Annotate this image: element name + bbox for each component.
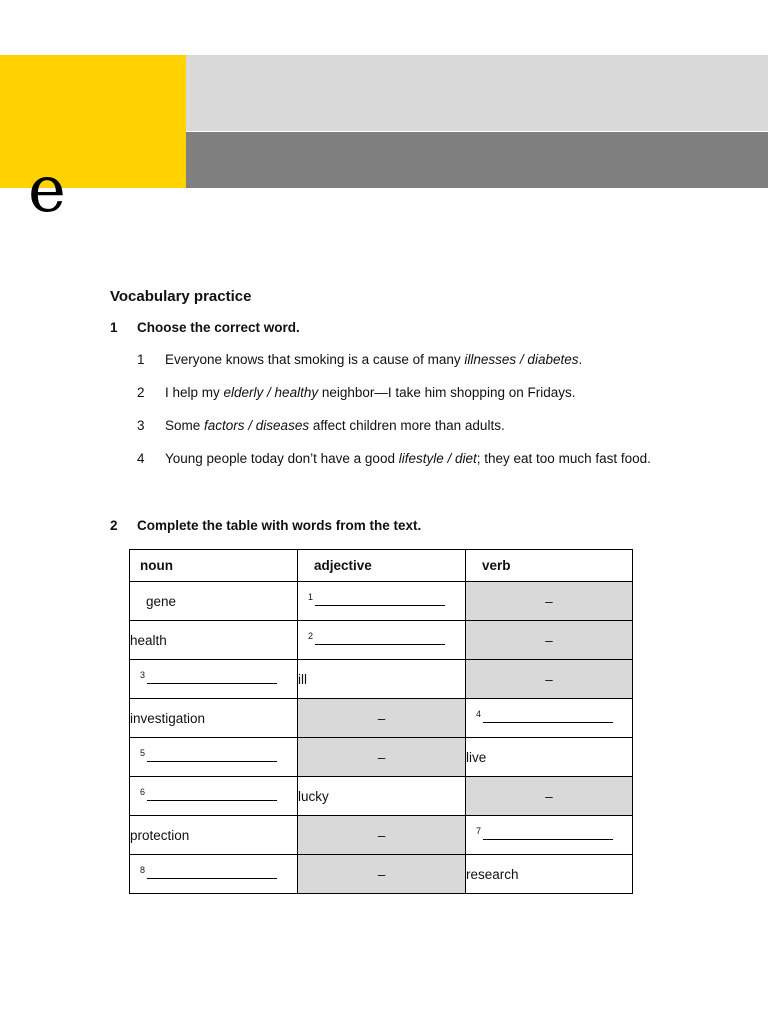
word-cell: health xyxy=(130,621,298,660)
list-item xyxy=(137,383,657,403)
empty-cell: – xyxy=(466,777,633,816)
empty-cell: – xyxy=(466,582,633,621)
word-cell: protection xyxy=(130,816,298,855)
exercise-2-number: 2 xyxy=(110,518,118,533)
gap-cell[interactable]: 6 xyxy=(130,777,298,816)
item-text: Young people today don’t have a good lifestyle / diet; they eat too much fast food. xyxy=(165,451,651,466)
gap-cell[interactable]: 5 xyxy=(130,738,298,777)
exercise-1-number: 1 xyxy=(110,320,118,335)
answer-line[interactable] xyxy=(483,838,613,840)
word-choice[interactable]: factors / diseases xyxy=(204,418,310,433)
gap-cell[interactable]: 3 xyxy=(130,660,298,699)
table-row xyxy=(130,777,633,816)
table-row xyxy=(130,582,633,621)
exercise-1-list xyxy=(137,350,657,482)
word-choice[interactable]: elderly / healthy xyxy=(223,385,319,400)
exercise-1-heading xyxy=(110,320,300,335)
gap-cell[interactable]: 7 xyxy=(466,816,633,855)
answer-line[interactable] xyxy=(483,721,613,723)
answer-line[interactable] xyxy=(147,682,277,684)
answer-line[interactable] xyxy=(315,604,445,606)
item-text: Some factors / diseases affect children more than adults. xyxy=(165,418,505,433)
item-number: 4 xyxy=(137,451,145,466)
table-row xyxy=(130,660,633,699)
word-forms-table xyxy=(129,549,633,894)
item-number: 1 xyxy=(137,352,145,367)
exercise-1-instruction: Choose the correct word. xyxy=(137,320,300,335)
answer-line[interactable] xyxy=(147,799,277,801)
word-cell: gene xyxy=(130,582,298,621)
word-choice[interactable]: illnesses / diabetes xyxy=(464,352,579,367)
answer-line[interactable] xyxy=(147,877,277,879)
word-cell: research xyxy=(466,855,633,894)
list-item xyxy=(137,449,657,469)
table-row xyxy=(130,621,633,660)
answer-line[interactable] xyxy=(315,643,445,645)
exercise-2-instruction: Complete the table with words from the text. xyxy=(137,518,422,533)
gap-cell[interactable]: 8 xyxy=(130,855,298,894)
word-choice[interactable]: lifestyle / diet xyxy=(398,451,477,466)
table-row xyxy=(130,738,633,777)
gap-cell[interactable]: 4 xyxy=(466,699,633,738)
exercise-2-heading xyxy=(110,518,421,533)
empty-cell: – xyxy=(298,738,466,777)
table-header-row xyxy=(130,550,633,582)
empty-cell: – xyxy=(298,816,466,855)
word-cell: investigation xyxy=(130,699,298,738)
item-text: Everyone knows that smoking is a cause of many illnesses / diabetes. xyxy=(165,352,583,367)
item-number: 3 xyxy=(137,418,145,433)
table-row xyxy=(130,816,633,855)
header-noun: noun xyxy=(130,550,298,582)
word-cell: ill xyxy=(298,660,466,699)
empty-cell: – xyxy=(298,699,466,738)
table-row xyxy=(130,699,633,738)
table-row xyxy=(130,855,633,894)
gap-cell[interactable]: 1 xyxy=(298,582,466,621)
word-cell: live xyxy=(466,738,633,777)
gap-cell[interactable]: 2 xyxy=(298,621,466,660)
item-number: 2 xyxy=(137,385,145,400)
empty-cell: – xyxy=(298,855,466,894)
header-verb: verb xyxy=(466,550,633,582)
answer-line[interactable] xyxy=(147,760,277,762)
list-item xyxy=(137,350,657,370)
word-cell: lucky xyxy=(298,777,466,816)
header-adjective: adjective xyxy=(298,550,466,582)
header-letter: e xyxy=(28,153,66,227)
item-text: I help my elderly / healthy neighbor—I take him shopping on Fridays. xyxy=(165,385,576,400)
list-item xyxy=(137,416,657,436)
empty-cell: – xyxy=(466,660,633,699)
section-title: Vocabulary practice xyxy=(110,288,252,305)
header-band-dark xyxy=(186,132,768,188)
empty-cell: – xyxy=(466,621,633,660)
header-band-light xyxy=(186,55,768,131)
